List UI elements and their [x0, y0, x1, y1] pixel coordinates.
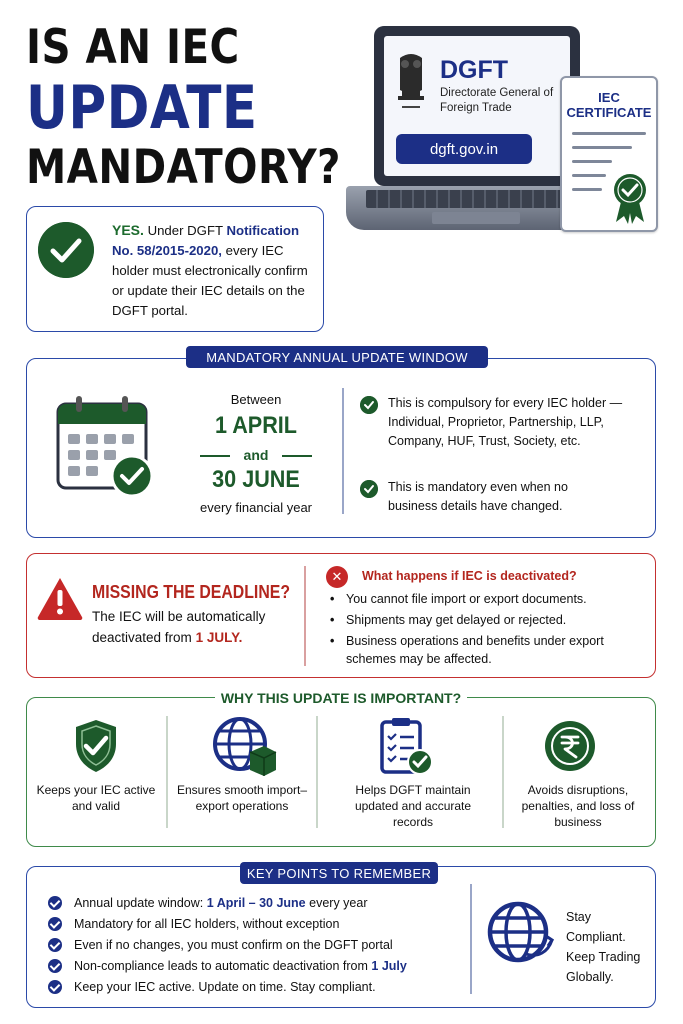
why-item-label: Ensures smooth import–export operations [176, 783, 308, 813]
yes-rest: every IEC holder must electronically confirm or update their IEC details on the DGFT portal. [112, 243, 308, 318]
window-start-date: 1 APRIL [214, 412, 298, 439]
vertical-divider [342, 388, 344, 514]
vertical-divider [470, 884, 472, 994]
list-item: • Shipments may get delayed or rejected. [330, 611, 650, 629]
check-circle-icon [360, 396, 378, 414]
clipboard-check-icon [378, 716, 434, 776]
window-period: every financial year [200, 500, 312, 515]
list-item: • Business operations and benefits under export schemes may be affected. [330, 632, 650, 668]
laptop-trackpad [432, 212, 520, 224]
key-point-text [74, 894, 367, 912]
key-point-dates: 1 April – 30 June [206, 896, 306, 910]
close-circle-icon: ✕ [326, 566, 348, 588]
key-point-text-part: Annual update window: [74, 896, 204, 910]
and-label: and [243, 447, 269, 463]
calendar-icon [52, 394, 156, 498]
certificate-line [572, 160, 612, 163]
key-points-heading: KEY POINTS TO REMEMBER [240, 862, 438, 884]
key-point-text [74, 957, 407, 975]
certificate-line [572, 146, 632, 149]
between-label: Between [230, 392, 282, 407]
vertical-divider [316, 716, 318, 828]
key-point [48, 894, 468, 912]
laptop-keyboard [366, 190, 588, 208]
window-end-date: 30 JUNE [212, 466, 300, 493]
why-item-label: Keeps your IEC active and valid [36, 783, 156, 813]
warning-icon [36, 576, 84, 620]
headline-line-1: IS AN IEC [26, 20, 240, 75]
check-icon [48, 938, 62, 952]
dgft-url-button[interactable]: dgft.gov.in [396, 134, 532, 164]
key-point-text-part: every year [309, 896, 368, 910]
check-circle-icon [38, 222, 94, 278]
check-icon [48, 959, 62, 973]
notification-reference: Notification No. 58/2015-2020, [112, 223, 300, 258]
deactivation-date: 1 JULY. [195, 630, 243, 645]
separator-line [282, 455, 312, 457]
window-point-1: This is compulsory for every IEC holder — Individual, Proprietor, Partnership, LLP, Company, HUF, Trust, Society, etc. [388, 396, 623, 448]
and-separator [200, 447, 312, 463]
certificate-line [572, 132, 646, 135]
key-point [48, 936, 468, 954]
dgft-subtitle: Directorate General of Foreign Trade [440, 87, 554, 114]
check-circle-icon [360, 480, 378, 498]
why-important-heading: WHY THIS UPDATE IS IMPORTANT? [215, 690, 467, 706]
national-emblem-icon [392, 50, 430, 120]
key-point [48, 978, 468, 996]
deactivation-consequences-title: What happens if IEC is deactivated? [362, 569, 577, 583]
key-point [48, 915, 468, 933]
certificate-line [572, 188, 602, 191]
vertical-divider [502, 716, 504, 828]
why-important-heading-wrap [26, 690, 656, 708]
check-icon [48, 917, 62, 931]
why-item-label: Avoids disruptions, penalties, and loss of business [521, 783, 635, 829]
key-point-date: 1 July [371, 959, 407, 973]
dgft-logo-text: DGFT [440, 56, 509, 84]
headline-line-3: MANDATORY? [26, 140, 341, 195]
headline-line-2: UPDATE [26, 73, 258, 143]
deactivation-text: The IEC will be automatically deactivated from [92, 609, 266, 645]
yes-prefix: Under DGFT [147, 223, 223, 238]
certificate-title: IEC CERTIFICATE [566, 90, 652, 120]
shield-check-icon [72, 718, 120, 774]
rupee-coin-icon [544, 720, 596, 772]
deactivation-statement [92, 606, 292, 648]
update-window-heading: MANDATORY ANNUAL UPDATE WINDOW [186, 346, 488, 368]
window-point-2: This is mandatory even when no business details have changed. [388, 480, 568, 513]
yes-statement [112, 220, 316, 321]
compliance-slogan: Stay Compliant. Keep Trading Globally. [566, 910, 641, 984]
check-icon [48, 980, 62, 994]
vertical-divider [304, 566, 306, 666]
vertical-divider [166, 716, 168, 828]
key-point-text: Keep your IEC active. Update on time. Stay compliant. [74, 980, 376, 994]
key-point-text-part: Non-compliance leads to automatic deactivation from [74, 959, 368, 973]
check-icon [48, 896, 62, 910]
certificate-line [572, 174, 606, 177]
missing-deadline-title: MISSING THE DEADLINE? [92, 582, 291, 602]
globe-icon [486, 900, 554, 966]
key-point-text: Even if no changes, you must confirm on the DGFT portal [74, 938, 393, 952]
why-item-label: Helps DGFT maintain updated and accurate records [354, 783, 472, 829]
award-ribbon-icon [612, 172, 648, 224]
key-point-text: Mandatory for all IEC holders, without exception [74, 917, 340, 931]
key-point [48, 957, 468, 975]
globe-box-icon [212, 716, 278, 778]
yes-label: YES. [112, 222, 144, 238]
consequences-list [330, 590, 650, 671]
list-item: • You cannot file import or export documents. [330, 590, 650, 608]
